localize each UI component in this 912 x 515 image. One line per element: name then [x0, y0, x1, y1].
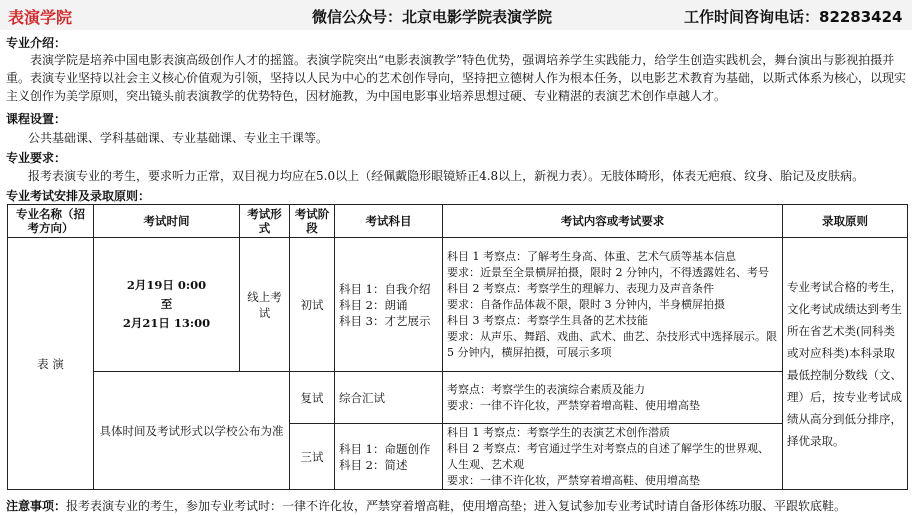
- notes-text: 报考表演专业的考生，参加专业考试时：一律不许化妆，严禁穿着增高鞋，使用增高垫；进入复试参加专业考试时请自备形体练功服、平跟软底鞋。: [66, 499, 847, 513]
- subject-line: 科目 1：命题创作: [339, 441, 431, 456]
- content-line: 科目 3 考察点：考察学生具备的艺术技能: [447, 313, 648, 327]
- content-line: 要求：一律不许化妆，严禁穿着增高鞋、使用增高垫: [447, 473, 700, 487]
- subject-line: 科目 3：才艺展示: [339, 313, 431, 328]
- first-subjects-cell: [335, 238, 443, 372]
- subject-line: 科目 2：朗诵: [339, 297, 408, 312]
- header-content: 考试内容或考试要求: [443, 205, 783, 238]
- courses-text: 公共基础课、学科基础课、专业基础课、专业主干课等。: [28, 131, 329, 145]
- first-time-cell: [94, 238, 240, 372]
- header-stage: 考试阶段: [290, 205, 335, 238]
- content-line: 科目 2 考察点：考察学生的理解力、表现力及声音条件: [447, 281, 714, 295]
- notes: [6, 497, 846, 514]
- content-line: 要求：一律不许化妆，严禁穿着增高鞋、使用增高垫: [447, 398, 700, 412]
- first-form-cell: 线上考试: [240, 238, 290, 372]
- courses-title: 课程设置：: [6, 112, 67, 126]
- table-row-second: [8, 372, 908, 424]
- second-content-cell: [443, 372, 783, 424]
- requirements-text: 报考表演专业的考生，要求听力正常，双目视力均应在5.0以上（经佩戴隐形眼镜矫正4.8以上，新视力表）。无肢体畸形，体表无疤痕、纹身、胎记及皮肤病。: [28, 169, 865, 183]
- school-name: 表演学院: [8, 8, 73, 27]
- header-form: 考试形式: [240, 205, 290, 238]
- time-to: 至: [160, 297, 173, 311]
- header-rule: 录取原则: [783, 205, 908, 238]
- third-subjects-cell: [335, 424, 443, 490]
- content-line: 要求：近景至全景横屏拍摄，限时 2 分钟内，不得透露姓名、考号: [447, 265, 769, 279]
- wechat-account: 微信公众号：北京电影学院表演学院: [312, 8, 553, 26]
- exam-table: [7, 204, 908, 490]
- subject-line: 科目 2：简述: [339, 457, 408, 472]
- page-header: [0, 0, 912, 30]
- second-stage-cell: 复试: [290, 372, 335, 424]
- table-title: 专业考试安排及录取原则：: [6, 189, 151, 203]
- header-major: 专业名称（招考方向）: [8, 205, 94, 238]
- third-content-cell: [443, 424, 783, 490]
- content-line: 要求：自备作品体裁不限，限时 3 分钟内，半身横屏拍摄: [447, 297, 725, 311]
- header-subject: 考试科目: [335, 205, 443, 238]
- content-line: 要求：从声乐、舞蹈、戏曲、武术、曲艺、杂技形式中选择展示。限 5 分钟内，横屏拍摄，可展示多项: [447, 329, 777, 359]
- later-time-cell: 具体时间及考试形式以学校公布为准: [94, 372, 290, 490]
- content-line: 科目 1 考察点：考察学生的表演艺术创作潜质: [447, 425, 670, 439]
- time-start: 2月19日 0:00: [126, 278, 207, 292]
- intro-title: 专业介绍：: [6, 36, 67, 50]
- header-time: 考试时间: [94, 205, 240, 238]
- content-line: 科目 2 考察点：考官通过学生对考察点的自述了解学生的世界观、人生观、艺术观: [447, 441, 769, 471]
- major-cell: 表 演: [8, 238, 94, 490]
- first-content-cell: [443, 238, 783, 372]
- notes-label: 注意事项：: [6, 499, 67, 513]
- time-end: 2月21日 13:00: [122, 316, 211, 330]
- intro-text: 表演学院是培养中国电影表演高级创作人才的摇篮。表演学院突出“电影表演教学”特色优势，强调培养学生实践能力，给学生创造实践机会，舞台演出与影视拍摄并重。表演专业坚持以社会主义核心价值观为引领，坚持以人民为中心的艺术创作导向，坚持把立德树人作为根本任务，以电影艺术教育为基础，以斯式体系为核心，以现实主义创作为美学原则，突出镜头前表演教学的优势特色，因材施教，为中国电影事业培养思想过硬、专业精湛的表演艺术创作卓越人才。: [6, 53, 907, 103]
- first-stage-cell: 初试: [290, 238, 335, 372]
- content-line: 科目 1 考察点：了解考生身高、体重、艺术气质等基本信息: [447, 249, 736, 263]
- content-line: 考察点：考察学生的表演综合素质及能力: [447, 382, 645, 396]
- subject-line: 科目 1：自我介绍: [339, 281, 431, 296]
- admission-rule-cell: 专业考试合格的考生，文化考试成绩达到考生所在省艺术类(同科类或对应科类)本科录取最低控制分数线（文、理）后，按专业考试成绩从高分到低分排序，择优录取。: [783, 238, 908, 490]
- table-row-first: [8, 238, 908, 372]
- contact-phone: 工作时间咨询电话：82283424: [684, 8, 903, 26]
- third-stage-cell: 三试: [290, 424, 335, 490]
- table-header-row: [8, 205, 908, 238]
- second-subject-cell: 综合汇试: [335, 372, 443, 424]
- requirements-title: 专业要求：: [6, 151, 67, 165]
